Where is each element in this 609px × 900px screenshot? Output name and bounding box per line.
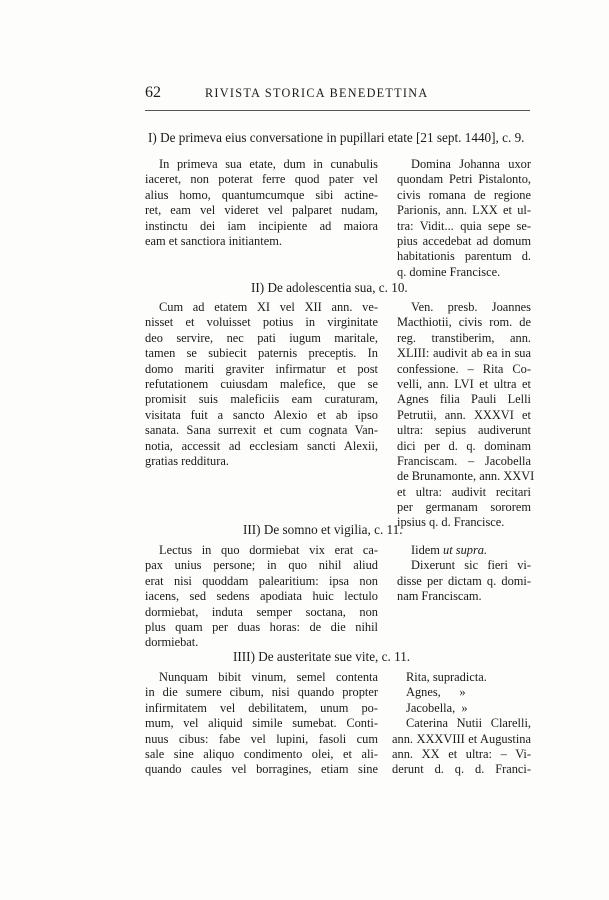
witness-line: Agnes filia Pauli Lelli [397, 392, 531, 407]
witness-line: confessione. – Rita Co- [397, 361, 531, 376]
text-line: infirmitatem vel debilitatem, unum po- [145, 700, 378, 715]
witness-line: Petrutii, ann. XXXVI et [397, 407, 531, 422]
witness-line: per germanam sororem [397, 500, 531, 515]
witness-line: ann. XXXVIII et Augustina [392, 731, 531, 746]
witness-line: ipsius q. d. Francisce. [397, 515, 505, 530]
text-line: Nunquam bibit vinum, semel contenta [159, 670, 378, 684]
witness-line: ultra: sepius audiverunt [397, 423, 531, 438]
witness-line: de Brunamonte, ann. XXVI [397, 469, 535, 484]
witness-line: Jacobella, » [406, 700, 468, 715]
text-line: gratias redditura. [145, 453, 229, 468]
section-1-text [145, 157, 378, 249]
text-line: sale sine aliquo condimento olei, et ali- [145, 746, 378, 761]
section-1-witnesses [397, 157, 531, 280]
idem-label: Iidem [411, 543, 440, 557]
witness-line: velli, ann. LVI et ultra et [397, 376, 531, 391]
witness-line: disse per dictam q. domi- [397, 573, 531, 588]
section-4-text [145, 670, 378, 778]
text-line: domo mariti graviter infirmatur et post [145, 361, 378, 376]
text-line: sanata. Sana surrexit et cum cognata Van- [145, 423, 378, 438]
text-line: erat nisi quoddam palearitium: ipsa non [145, 573, 378, 588]
section-3-witnesses [397, 543, 531, 605]
witness-line: tra: Vidit... quia sepe se- [397, 218, 531, 233]
text-line: plus quam per duas horas: de die nihil [145, 619, 378, 634]
witness-line: Rita, supradicta. [406, 670, 487, 684]
section-title-4: IIII) De austeritate sue vite, c. 11. [233, 649, 411, 664]
text-line: refutationem cuiusdam malefice, que se [145, 376, 378, 391]
witness-line: ann. XX et ultra: – Vi- [392, 746, 531, 761]
witness-line: quondam Petri Pistalonto, [397, 172, 531, 187]
page-number: 62 [145, 84, 161, 101]
witness-line: nam Franciscam. [397, 589, 482, 604]
section-4-witnesses [392, 670, 531, 778]
ut-supra-label: ut supra. [443, 543, 488, 557]
witness-line: habitationis parentum d. [397, 249, 531, 264]
witness-line: q. domine Francisce. [397, 264, 501, 279]
text-line: nisset et voluisset potius in virginitate [145, 315, 378, 330]
text-line: pax unius persone; in quo nihil aliud [145, 558, 378, 573]
witness-line: reg. transtiberim, ann. [397, 330, 531, 345]
section-title-3: III) De somno et vigilia, c. 11. [243, 522, 403, 537]
text-line: eam et sanctiora initiantem. [145, 233, 282, 248]
text-line: instinctu dei iam incipiente ad maiora [145, 218, 378, 233]
witness-line: Dixerunt sic fieri vi- [411, 558, 531, 573]
section-3-text [145, 543, 378, 651]
witness-line: Parionis, ann. LXX et ul- [397, 203, 531, 218]
witness-line: Ven. presb. Joannes [411, 300, 531, 314]
text-line: alius homo, quantumcumque sibi actine- [145, 187, 378, 202]
section-title-2: II) De adolescentia sua, c. 10. [251, 280, 408, 295]
witness-line: derunt d. q. d. Franci- [392, 762, 531, 777]
text-line: Cum ad etatem XI vel XII ann. ve- [159, 300, 378, 314]
text-line: dormiebat, induta semper soctana, non [145, 604, 378, 619]
section-title-1: I) De primeva eius conversatione in pupillari etate [21 sept. 1440], c. 9. [148, 130, 525, 145]
witness-line: Macthiotii, civis rom. de [397, 315, 531, 330]
page-header [145, 84, 530, 104]
text-line: dormiebat. [145, 635, 199, 650]
text-line: quando caules vel borragines, etiam sine [145, 762, 378, 777]
witness-line [397, 543, 531, 558]
text-line: notia, accessit ad ecclesiam sancti Alexii, [145, 438, 378, 453]
text-line: tamen se subiecit paternis preceptis. In [145, 346, 378, 361]
witness-line: XLIII: audivit ab ea in sua [397, 346, 531, 361]
running-title: RIVISTA STORICA BENEDETTINA [205, 86, 429, 100]
witness-line: Caterina Nutii Clarelli, [406, 716, 531, 731]
text-line: In primeva sua etate, dum in cunabulis [159, 157, 378, 171]
text-line: deo servire, nec pati iugum maritale, [145, 330, 378, 345]
section-2-witnesses [397, 300, 535, 531]
text-line: iaceret, non poterat ferre quod pater vel [145, 172, 378, 187]
header-rule [145, 110, 530, 111]
witness-line: Franciscam. – Jacobella [397, 453, 531, 468]
text-line: iacens, sed sedens apodiata huic lectulo [145, 589, 378, 604]
text-line: ret, eam vel videret vel palparet nudam, [145, 203, 378, 218]
witness-line: dici per d. q. dominam [397, 438, 531, 453]
witness-line: Domina Johanna uxor [411, 157, 531, 171]
witness-line: civis romana de regione [397, 187, 531, 202]
text-line: Lectus in quo dormiebat vix erat ca- [159, 543, 378, 557]
section-2-text [145, 300, 378, 469]
text-line: nuus cibus: fabe vel lupini, fasoli cum [145, 731, 378, 746]
witness-line: et ultra: audivit recitari [397, 484, 531, 499]
text-line: promisit suis maleficiis eam curaturam, [145, 392, 378, 407]
text-line: visitata fuit a sancto Alexio et ab ipso [145, 407, 378, 422]
text-line: in die sumere cibum, nisi quando propter [145, 685, 378, 700]
witness-line: Agnes, » [406, 685, 466, 700]
text-line: mum, vel aliquid simile sumebat. Conti- [145, 716, 378, 731]
witness-line: pius accedebat ad domum [397, 233, 531, 248]
